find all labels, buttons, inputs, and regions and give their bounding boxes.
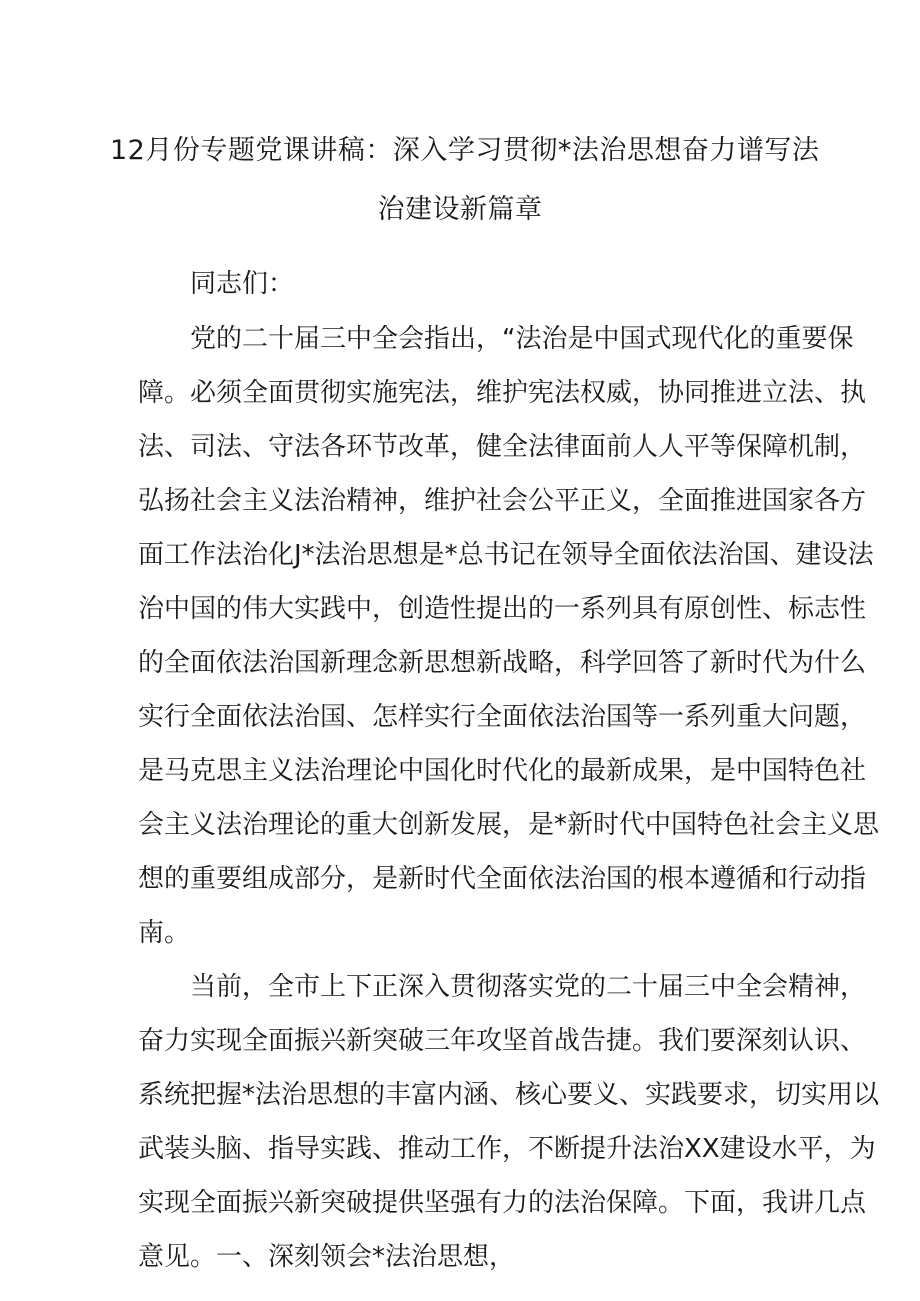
paragraph-1-line: 治中国的伟大实践中，创造性提出的一系列具有原创性、标志性 — [138, 594, 867, 624]
paragraph-2-line: 当前，全市上下正深入贯彻落实党的二十届三中全会精神， — [190, 972, 867, 1002]
paragraph-1-line: 的全面依法治国新理念新思想新战略，科学回答了新时代为什么 — [138, 648, 867, 678]
paragraph-1-line: 南。 — [138, 918, 191, 948]
paragraph-1-line: 实行全面依法治国、怎样实行全面依法治国等一系列重大问题， — [138, 702, 867, 732]
paragraph-1-line: 是马克思主义法治理论中国化时代化的最新成果，是中国特色社 — [138, 756, 867, 786]
document-title-line-1: 12月份专题党课讲稿：深入学习贯彻*法治思想奋力谱写法 — [110, 135, 820, 166]
document-title-line-2: 治建设新篇章 — [377, 194, 543, 225]
paragraph-1-line: 障。必须全面贯彻实施宪法，维护宪法权威，协同推进立法、执 — [138, 378, 867, 408]
paragraph-1-line: 想的重要组成部分，是新时代全面依法治国的根本遵循和行动指 — [138, 864, 867, 894]
paragraph-2-line: 系统把握*法治思想的丰富内涵、核心要义、实践要求，切实用以 — [138, 1080, 880, 1110]
paragraph-2-line: 奋力实现全面振兴新突破三年攻坚首战告捷。我们要深刻认识、 — [138, 1026, 867, 1056]
paragraph-1-line: 弘扬社会主义法治精神，维护社会公平正义，全面推进国家各方 — [138, 486, 867, 516]
paragraph-1-line: 面工作法治化J*法治思想是*总书记在领导全面依法治国、建设法 — [138, 540, 874, 570]
paragraph-1-line: 党的二十届三中全会指出，“法治是中国式现代化的重要保 — [190, 324, 854, 354]
paragraph-1-line: 会主义法治理论的重大创新发展，是*新时代中国特色社会主义思 — [138, 810, 880, 840]
paragraph-2-line: 意见。一、深刻领会*法治思想， — [138, 1242, 516, 1272]
paragraph-2-line: 实现全面振兴新突破提供坚强有力的法治保障。下面，我讲几点 — [138, 1188, 867, 1218]
paragraph-1-line: 法、司法、守法各环节改革，健全法律面前人人平等保障机制， — [138, 432, 867, 462]
salutation: 同志们： — [190, 269, 295, 299]
paragraph-2-line: 武装头脑、指导实践、推动工作，不断提升法治XX建设水平，为 — [138, 1134, 876, 1164]
